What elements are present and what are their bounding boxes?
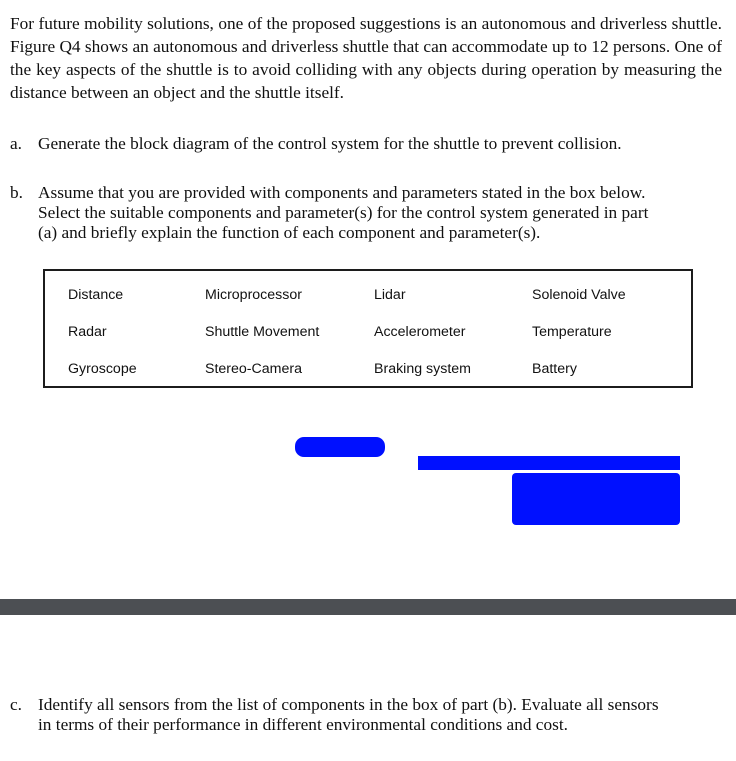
component-cell: Temperature <box>532 324 612 340</box>
question-b-line: Select the suitable components and parameter(s) for the control system generated in part <box>38 203 649 222</box>
question-a-letter: a. <box>10 134 22 153</box>
component-cell: Braking system <box>374 361 471 377</box>
component-cell: Distance <box>68 287 124 303</box>
component-cell: Solenoid Valve <box>532 287 626 303</box>
question-b-line: Assume that you are provided with components and parameters stated in the box below. <box>38 183 646 202</box>
redaction-mark <box>418 456 680 470</box>
component-cell: Battery <box>532 361 577 377</box>
component-cell: Gyroscope <box>68 361 137 377</box>
component-cell: Lidar <box>374 287 406 303</box>
component-cell: Accelerometer <box>374 324 466 340</box>
component-cell: Shuttle Movement <box>205 324 320 340</box>
component-cell: Microprocessor <box>205 287 302 303</box>
component-cell: Radar <box>68 324 107 340</box>
question-c-line: Identify all sensors from the list of components in the box of part (b). Evaluate all sensors <box>38 695 659 714</box>
question-c-line: in terms of their performance in different environmental conditions and cost. <box>38 715 568 734</box>
page-divider <box>0 599 736 615</box>
question-b-line: (a) and briefly explain the function of each component and parameter(s). <box>38 223 541 242</box>
question-c-letter: c. <box>10 695 22 714</box>
redaction-mark <box>512 473 680 525</box>
intro-paragraph: For future mobility solutions, one of the proposed suggestions is an autonomous and driverless shuttle. Figure Q4 shows an autonomous and driverless shuttle that can accommodate up to 12 persons. One of the key aspects of the shuttle is to avoid colliding with any objects during operation by measuring the distance between an object and the shuttle itself. <box>10 14 722 102</box>
component-cell: Stereo-Camera <box>205 361 302 377</box>
redaction-mark <box>295 437 385 457</box>
components-box <box>43 269 693 388</box>
question-a-line: Generate the block diagram of the control system for the shuttle to prevent collision. <box>38 134 622 153</box>
question-b-letter: b. <box>10 183 23 202</box>
